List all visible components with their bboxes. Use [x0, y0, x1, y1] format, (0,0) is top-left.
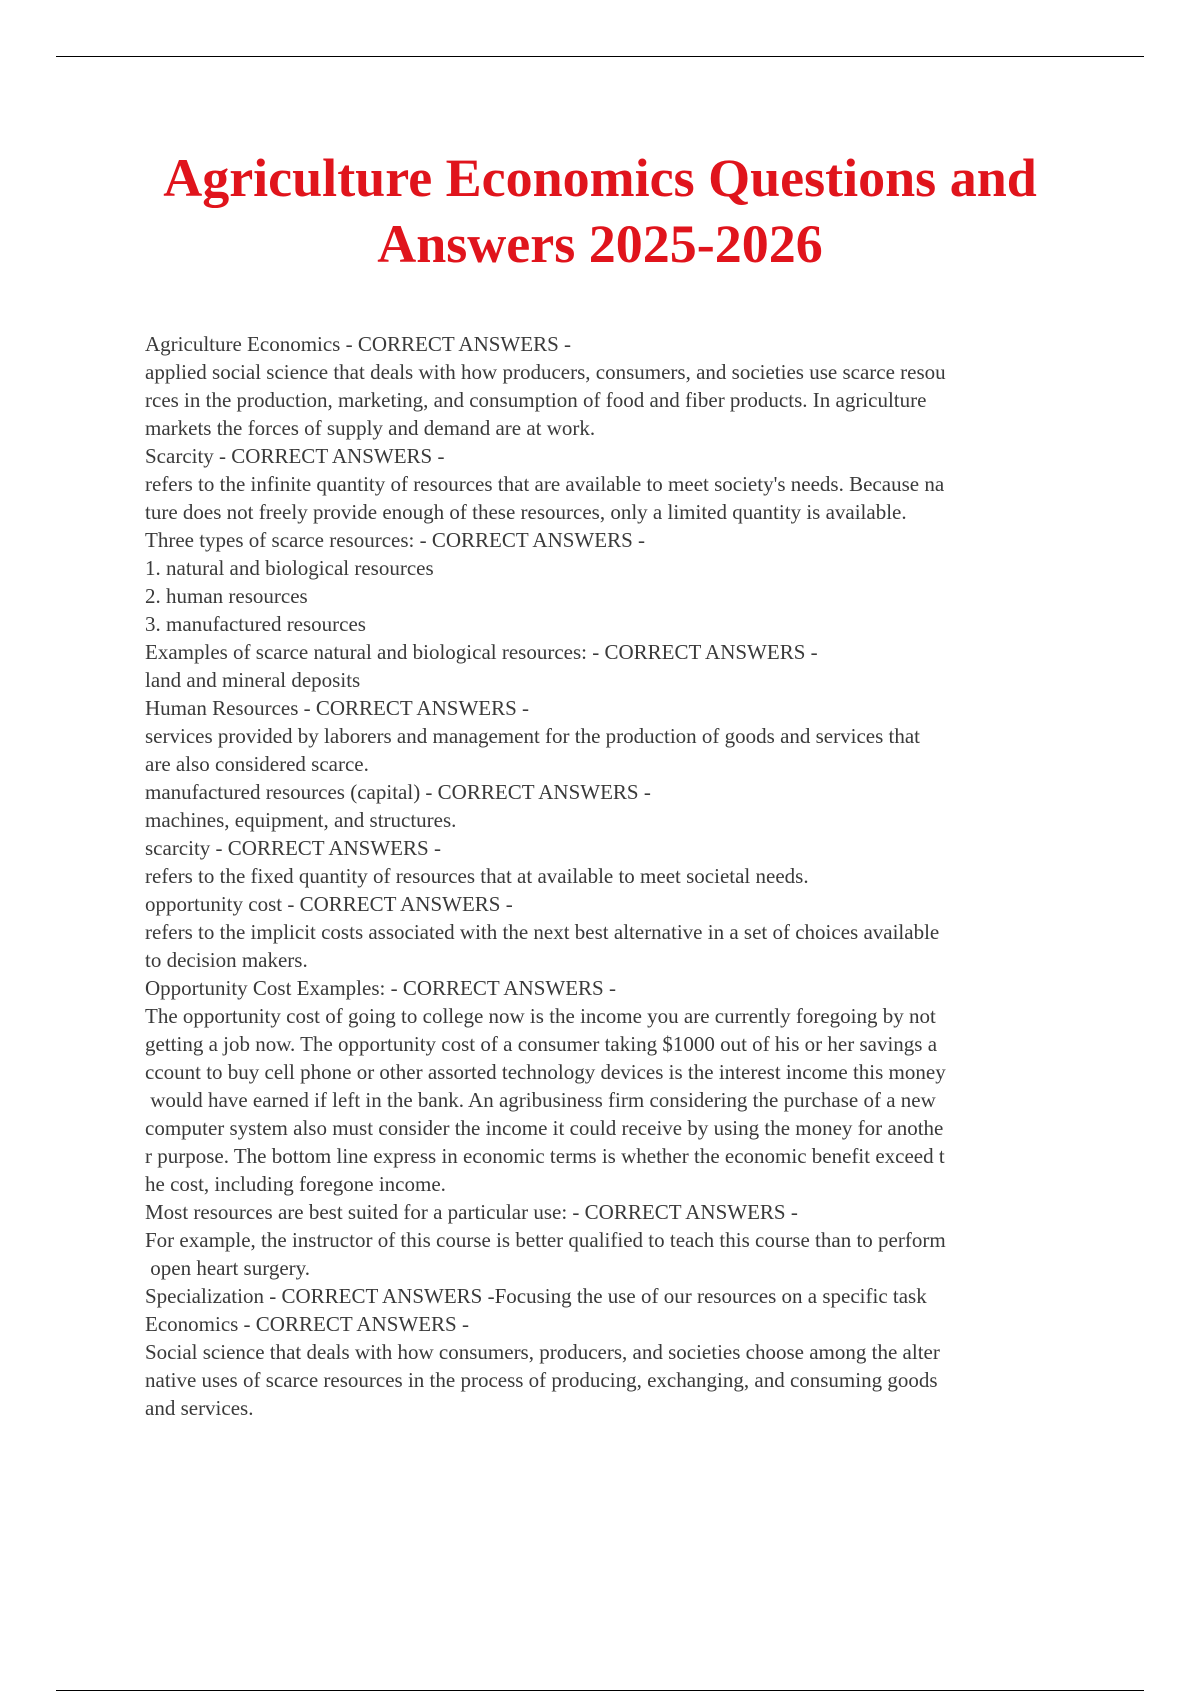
text-line: The opportunity cost of going to college now is the income you are currently foregoing by not: [145, 1004, 936, 1028]
text-line: services provided by laborers and management for the production of goods and services that: [145, 724, 921, 748]
text-line: refers to the fixed quantity of resources that at available to meet societal needs.: [145, 864, 809, 888]
text-line: r purpose. The bottom line express in economic terms is whether the economic benefit exceed t: [145, 1144, 945, 1168]
text-line: opportunity cost - CORRECT ANSWERS -: [145, 892, 513, 916]
text-line: machines, equipment, and structures.: [145, 808, 457, 832]
text-line: manufactured resources (capital) - CORRECT ANSWERS -: [145, 780, 651, 804]
document-body: [145, 330, 1090, 1422]
text-line: Examples of scarce natural and biological resources: - CORRECT ANSWERS -: [145, 640, 818, 664]
text-line: to decision makers.: [145, 948, 308, 972]
text-line: rces in the production, marketing, and consumption of food and fiber products. In agriculture: [145, 388, 927, 412]
text-line: For example, the instructor of this course is better qualified to teach this course than to perform: [145, 1228, 946, 1252]
text-line: markets the forces of supply and demand are at work.: [145, 416, 596, 440]
footer-rule: [56, 1690, 1144, 1691]
text-line: Most resources are best suited for a particular use: - CORRECT ANSWERS -: [145, 1200, 798, 1224]
text-line: applied social science that deals with how producers, consumers, and societies use scarce resou: [145, 360, 946, 384]
document-title-line-1: Agriculture Economics Questions and: [163, 148, 1037, 208]
text-line: getting a job now. The opportunity cost of a consumer taking $1000 out of his or her savings a: [145, 1032, 938, 1056]
text-line: land and mineral deposits: [145, 668, 361, 692]
text-line: Opportunity Cost Examples: - CORRECT ANSWERS -: [145, 976, 616, 1000]
text-line: native uses of scarce resources in the process of producing, exchanging, and consuming goods: [145, 1368, 938, 1392]
text-line: and services.: [145, 1396, 254, 1420]
text-line: ccount to buy cell phone or other assorted technology devices is the interest income this money: [145, 1060, 946, 1084]
text-line: he cost, including foregone income.: [145, 1172, 446, 1196]
text-line: computer system also must consider the income it could receive by using the money for anothe: [145, 1116, 944, 1140]
text-line: Specialization - CORRECT ANSWERS -Focusing the use of our resources on a specific task: [145, 1284, 927, 1308]
text-line: Agriculture Economics - CORRECT ANSWERS -: [145, 332, 571, 356]
text-line: are also considered scarce.: [145, 752, 369, 776]
document-title-line-2: Answers 2025-2026: [377, 214, 823, 274]
header-rule: [56, 56, 1144, 57]
text-line: Economics - CORRECT ANSWERS -: [145, 1312, 469, 1336]
text-line: Social science that deals with how consumers, producers, and societies choose among the alter: [145, 1340, 940, 1364]
text-line: ture does not freely provide enough of these resources, only a limited quantity is available.: [145, 500, 907, 524]
text-line: refers to the implicit costs associated with the next best alternative in a set of choices available: [145, 920, 940, 944]
text-line: 2. human resources: [145, 584, 308, 608]
text-line: refers to the infinite quantity of resources that are available to meet society's needs. Because na: [145, 472, 945, 496]
text-line: Human Resources - CORRECT ANSWERS -: [145, 696, 530, 720]
text-line: scarcity - CORRECT ANSWERS -: [145, 836, 441, 860]
text-line: open heart surgery.: [145, 1256, 311, 1280]
text-line: would have earned if left in the bank. An agribusiness firm considering the purchase of a new: [145, 1088, 936, 1112]
text-line: 1. natural and biological resources: [145, 556, 434, 580]
text-line: 3. manufactured resources: [145, 612, 366, 636]
document-title: [100, 145, 1100, 277]
text-line: Scarcity - CORRECT ANSWERS -: [145, 444, 445, 468]
text-line: Three types of scarce resources: - CORRECT ANSWERS -: [145, 528, 646, 552]
